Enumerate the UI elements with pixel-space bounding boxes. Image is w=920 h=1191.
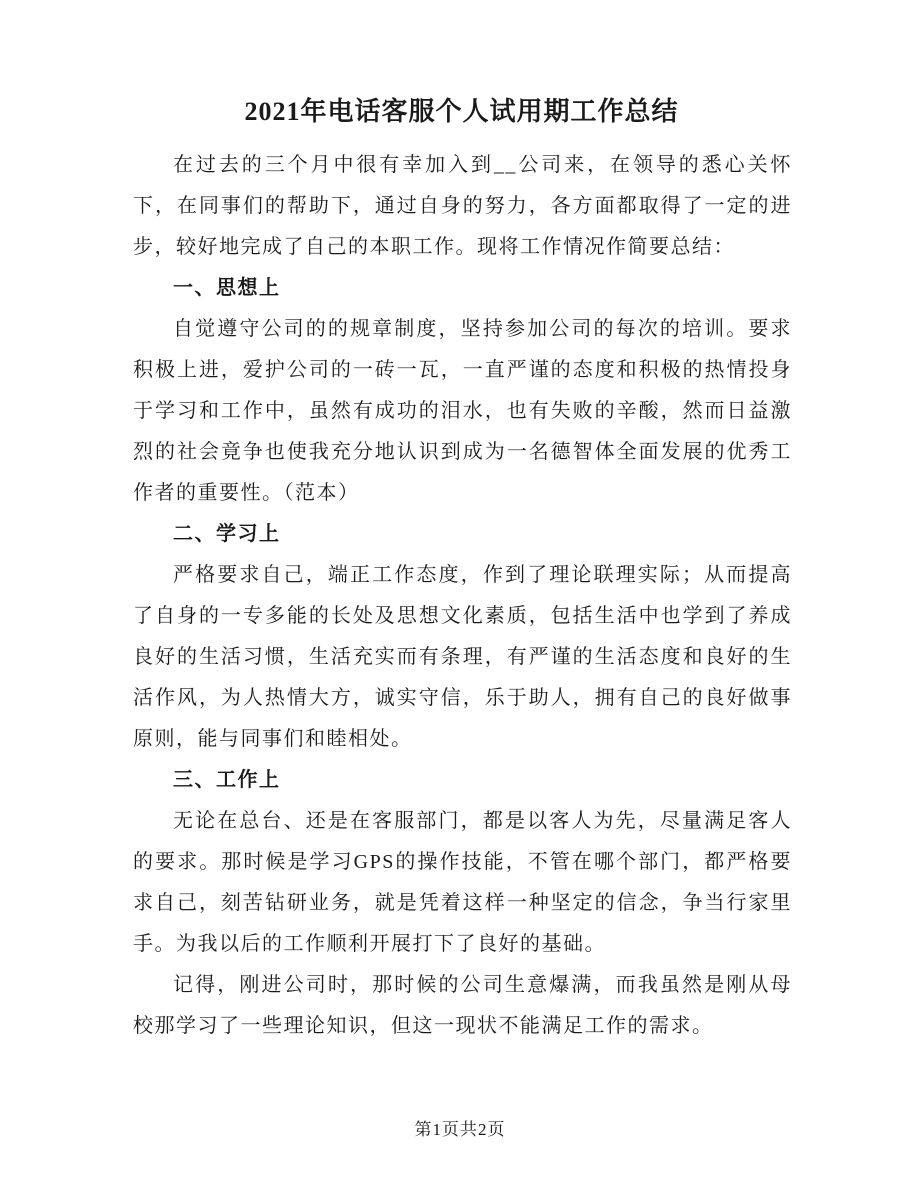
- page-number: 第1页共2页: [414, 1120, 506, 1139]
- page-footer: [0, 1115, 920, 1140]
- paragraph: 自觉遵守公司的的规章制度，坚持参加公司的每次的培训。要求积极上进，爱护公司的一砖一瓦，一直严谨的态度和积极的热情投身于学习和工作中，虽然有成功的泪水，也有失败的辛酸，然而日益激烈的社会竟争也使我充分地认识到成为一名德智体全面发展的优秀工作者的重要性。（范本）: [133, 318, 792, 504]
- document-body: [133, 145, 792, 1047]
- paragraph: 在过去的三个月中很有幸加入到__公司来，在领导的悉心关怀下，在同事们的帮助下，通过自身的努力，各方面都取得了一定的进步，较好地完成了自己的本职工作。现将工作情况作简要总结：: [133, 154, 792, 258]
- paragraph: 无论在总台、还是在客服部门，都是以客人为先，尽量满足客人的要求。那时候是学习GPS的操作技能，不管在哪个部门，都严格要求自己，刻苦钻研业务，就是凭着这样一种坚定的信念，争当行家里手。为我以后的工作顺利开展打下了良好的基础。: [133, 810, 792, 955]
- section-heading: 一、思想上: [173, 277, 281, 299]
- paragraph: 记得，刚进公司时，那时候的公司生意爆满，而我虽然是刚从母校那学习了一些理论知识，但这一现状不能满足工作的需求。: [133, 974, 792, 1037]
- section-heading: 三、工作上: [173, 769, 281, 791]
- paragraph: 严格要求自己，端正工作态度，作到了理论联理实际；从而提高了自身的一专多能的长处及思想文化素质，包括生活中也学到了养成良好的生活习惯，生活充实而有条理，有严谨的生活态度和良好的生活作风，为人热情大方，诚实守信，乐于助人，拥有自己的良好做事原则，能与同事们和睦相处。: [133, 564, 792, 750]
- document-title: 2021年电话客服个人试用期工作总结: [244, 97, 679, 126]
- section-heading: 二、学习上: [173, 523, 281, 545]
